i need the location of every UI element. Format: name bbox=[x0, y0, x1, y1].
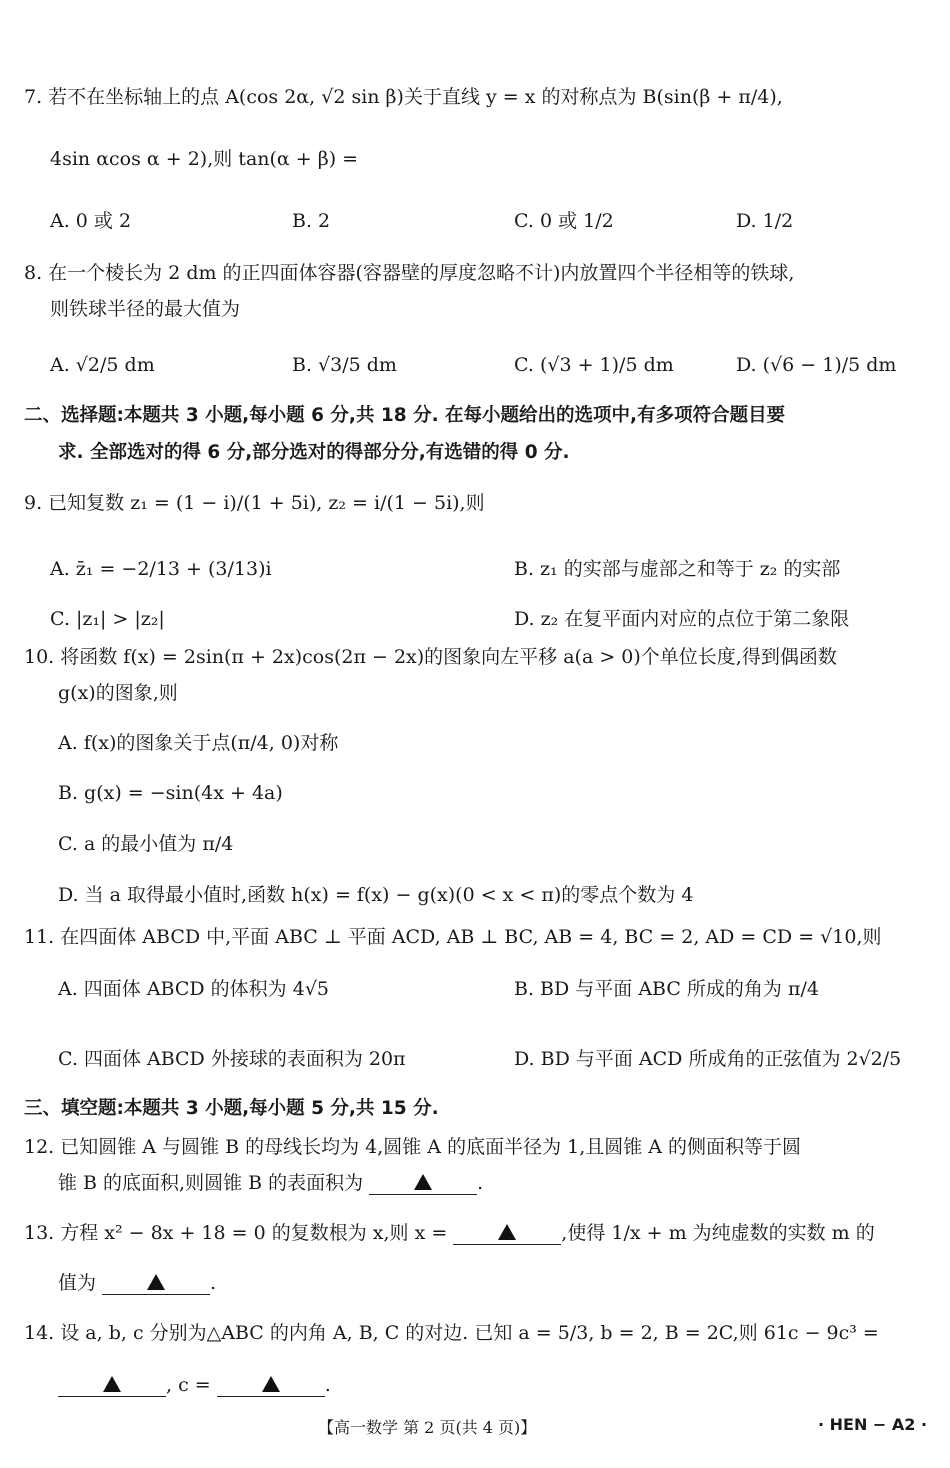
q13-text-after-blank1: ,使得 1/x + m 为纯虚数的实数 m 的 bbox=[561, 1222, 875, 1244]
q12-answer-blank[interactable] bbox=[369, 1173, 477, 1195]
q13-answer-blank-1[interactable] bbox=[453, 1223, 561, 1245]
q12-stem-line1: 12. 已知圆锥 A 与圆锥 B 的母线长均为 4,圆锥 A 的底面半径为 1,且圆锥 A 的侧面积等于圆 bbox=[24, 1136, 802, 1158]
q8-option-b: B. √3/5 dm bbox=[292, 354, 397, 376]
q7-option-a: A. 0 或 2 bbox=[50, 210, 132, 232]
exam-code: · HEN − A2 · bbox=[818, 1415, 928, 1434]
q14-text-after-blank2: . bbox=[324, 1374, 331, 1396]
q10-option-b: B. g(x) = −sin(4x + 4a) bbox=[58, 782, 283, 804]
q13-stem-line1 bbox=[24, 1222, 875, 1245]
q11-option-c: C. 四面体 ABCD 外接球的表面积为 20π bbox=[58, 1048, 406, 1070]
q7-option-c: C. 0 或 1/2 bbox=[514, 210, 614, 232]
q9-option-c: C. |z₁| > |z₂| bbox=[50, 608, 165, 630]
q10-stem-line2: g(x)的图象,则 bbox=[58, 682, 178, 704]
q10-option-a: A. f(x)的图象关于点(π/4, 0)对称 bbox=[58, 732, 339, 754]
q12-stem-line2 bbox=[58, 1172, 483, 1195]
page-footer: 【高一数学 第 2 页(共 4 页)】 bbox=[318, 1418, 537, 1437]
q14-answer-blank-1[interactable] bbox=[58, 1375, 166, 1397]
q8-stem-line2: 则铁球半径的最大值为 bbox=[50, 298, 241, 320]
q7-option-b: B. 2 bbox=[292, 210, 331, 232]
q9-option-a: A. z̄₁ = −2/13 + (3/13)i bbox=[50, 558, 272, 580]
q8-option-d: D. (√6 − 1)/5 dm bbox=[736, 354, 897, 376]
q7-stem-line1: 7. 若不在坐标轴上的点 A(cos 2α, √2 sin β)关于直线 y = x 的对称点为 B(sin(β + π/4), bbox=[24, 86, 783, 108]
q8-option-c: C. (√3 + 1)/5 dm bbox=[514, 354, 674, 376]
triangle-icon bbox=[498, 1224, 516, 1240]
triangle-icon bbox=[103, 1376, 121, 1392]
q13-answer-blank-2[interactable] bbox=[102, 1273, 210, 1295]
q7-stem-line2: 4sin αcos α + 2),则 tan(α + β) = bbox=[50, 148, 359, 170]
q11-option-b: B. BD 与平面 ABC 所成的角为 π/4 bbox=[514, 978, 819, 1000]
q12-text-after-blank: . bbox=[477, 1172, 484, 1194]
triangle-icon bbox=[414, 1174, 432, 1190]
triangle-icon bbox=[147, 1274, 165, 1290]
q10-option-c: C. a 的最小值为 π/4 bbox=[58, 833, 234, 855]
q10-option-d: D. 当 a 取得最小值时,函数 h(x) = f(x) − g(x)(0 < x < π)的零点个数为 4 bbox=[58, 884, 694, 906]
section2-heading-line2: 求. 全部选对的得 6 分,部分选对的得部分分,有选错的得 0 分. bbox=[58, 442, 570, 463]
q11-option-d: D. BD 与平面 ACD 所成角的正弦值为 2√2/5 bbox=[514, 1048, 902, 1070]
q10-stem-line1: 10. 将函数 f(x) = 2sin(π + 2x)cos(2π − 2x)的图象向左平移 a(a > 0)个单位长度,得到偶函数 bbox=[24, 646, 837, 668]
q7-option-d: D. 1/2 bbox=[736, 210, 794, 232]
q9-stem: 9. 已知复数 z₁ = (1 − i)/(1 + 5i), z₂ = i/(1 − 5i),则 bbox=[24, 492, 485, 514]
q13-text-before-blank2: 值为 bbox=[58, 1272, 97, 1294]
q8-option-a: A. √2/5 dm bbox=[50, 354, 155, 376]
q14-stem-line2 bbox=[58, 1374, 331, 1397]
triangle-icon bbox=[262, 1376, 280, 1392]
q9-option-b: B. z₁ 的实部与虚部之和等于 z₂ 的实部 bbox=[514, 558, 841, 580]
q14-stem-line1: 14. 设 a, b, c 分别为△ABC 的内角 A, B, C 的对边. 已知 a = 5/3, b = 2, B = 2C,则 61c − 9c³ = bbox=[24, 1322, 879, 1344]
q9-option-d: D. z₂ 在复平面内对应的点位于第二象限 bbox=[514, 608, 850, 630]
section2-heading-line1: 二、选择题:本题共 3 小题,每小题 6 分,共 18 分. 在每小题给出的选项中,有多项符合题目要 bbox=[24, 405, 786, 426]
section3-heading: 三、填空题:本题共 3 小题,每小题 5 分,共 15 分. bbox=[24, 1098, 439, 1119]
q13-stem-line2 bbox=[58, 1272, 216, 1295]
q8-stem-line1: 8. 在一个棱长为 2 dm 的正四面体容器(容器壁的厚度忽略不计)内放置四个半径相等的铁球, bbox=[24, 262, 795, 284]
q11-option-a: A. 四面体 ABCD 的体积为 4√5 bbox=[58, 978, 330, 1000]
q13-text-after-blank2: . bbox=[210, 1272, 217, 1294]
q14-text-between-blanks: , c = bbox=[166, 1374, 211, 1396]
q12-text-before-blank: 锥 B 的底面积,则圆锥 B 的表面积为 bbox=[58, 1172, 364, 1194]
q13-text-before-blank1: 13. 方程 x² − 8x + 18 = 0 的复数根为 x,则 x = bbox=[24, 1222, 448, 1244]
q14-answer-blank-2[interactable] bbox=[217, 1375, 325, 1397]
q11-stem: 11. 在四面体 ABCD 中,平面 ABC ⊥ 平面 ACD, AB ⊥ BC, AB = 4, BC = 2, AD = CD = √10,则 bbox=[24, 926, 882, 948]
